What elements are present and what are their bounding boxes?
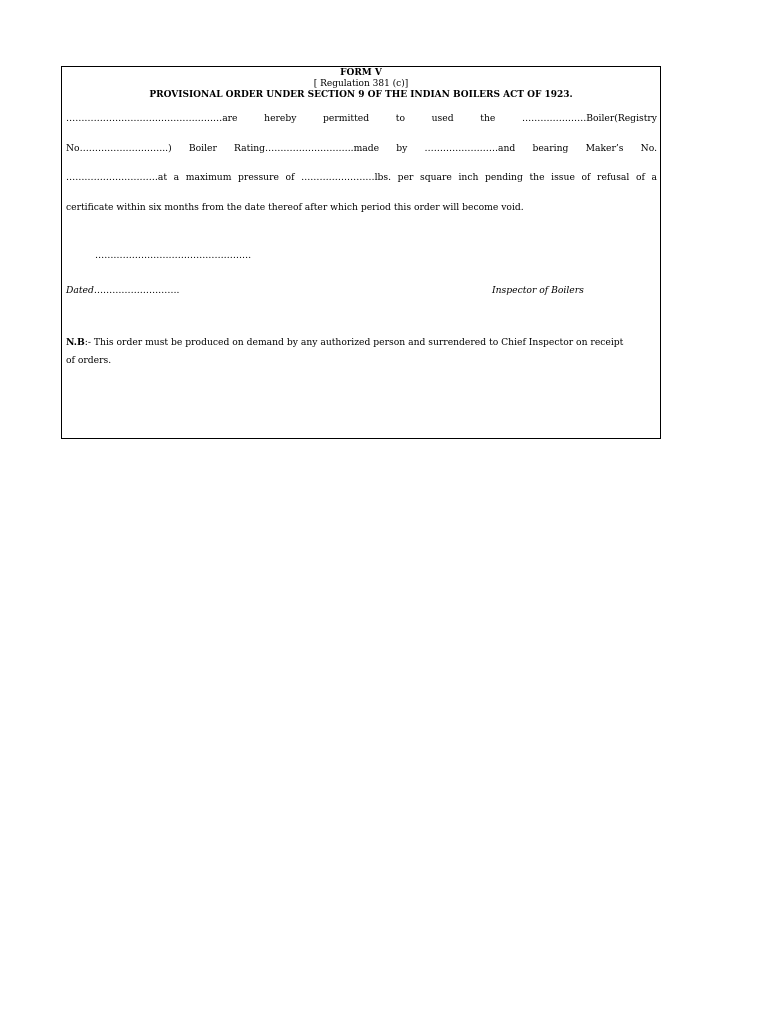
dated-field xyxy=(66,285,179,297)
body-line-3: …………………………at a maximum pressure of ……………………lbs. per square inch pending the issue of refusal of a xyxy=(66,172,657,183)
body-line-4: certificate within six months from the date thereof after which period this order will become void. xyxy=(66,202,524,213)
nb-text: :- This order must be produced on demand by any authorized person and surrendered to Chief Inspector on receipt xyxy=(84,337,624,348)
body-line-1: ……………………………………………are hereby permitted to used the …………………Boiler(Registry xyxy=(66,113,657,124)
dated-label: Dated xyxy=(66,285,94,296)
signature-line: …………………………………………… xyxy=(95,250,252,261)
provisional-order-form xyxy=(61,66,661,439)
nb-note-line-2: of orders. xyxy=(66,355,112,366)
nb-label: N.B xyxy=(66,337,85,348)
form-heading: PROVISIONAL ORDER UNDER SECTION 9 OF THE INDIAN BOILERS ACT OF 1923. xyxy=(149,90,573,100)
form-title: FORM V xyxy=(340,68,382,78)
dated-blank: ………………………. xyxy=(93,285,180,296)
body-line-2: No………………………..) Boiler Rating………………………..made by ……………………and bearing Maker’s No. xyxy=(66,143,657,154)
inspector-signature-label: Inspector of Boilers xyxy=(492,285,584,296)
regulation-reference: [ Regulation 381 (c)] xyxy=(313,79,409,89)
nb-note-line-1 xyxy=(66,337,657,349)
